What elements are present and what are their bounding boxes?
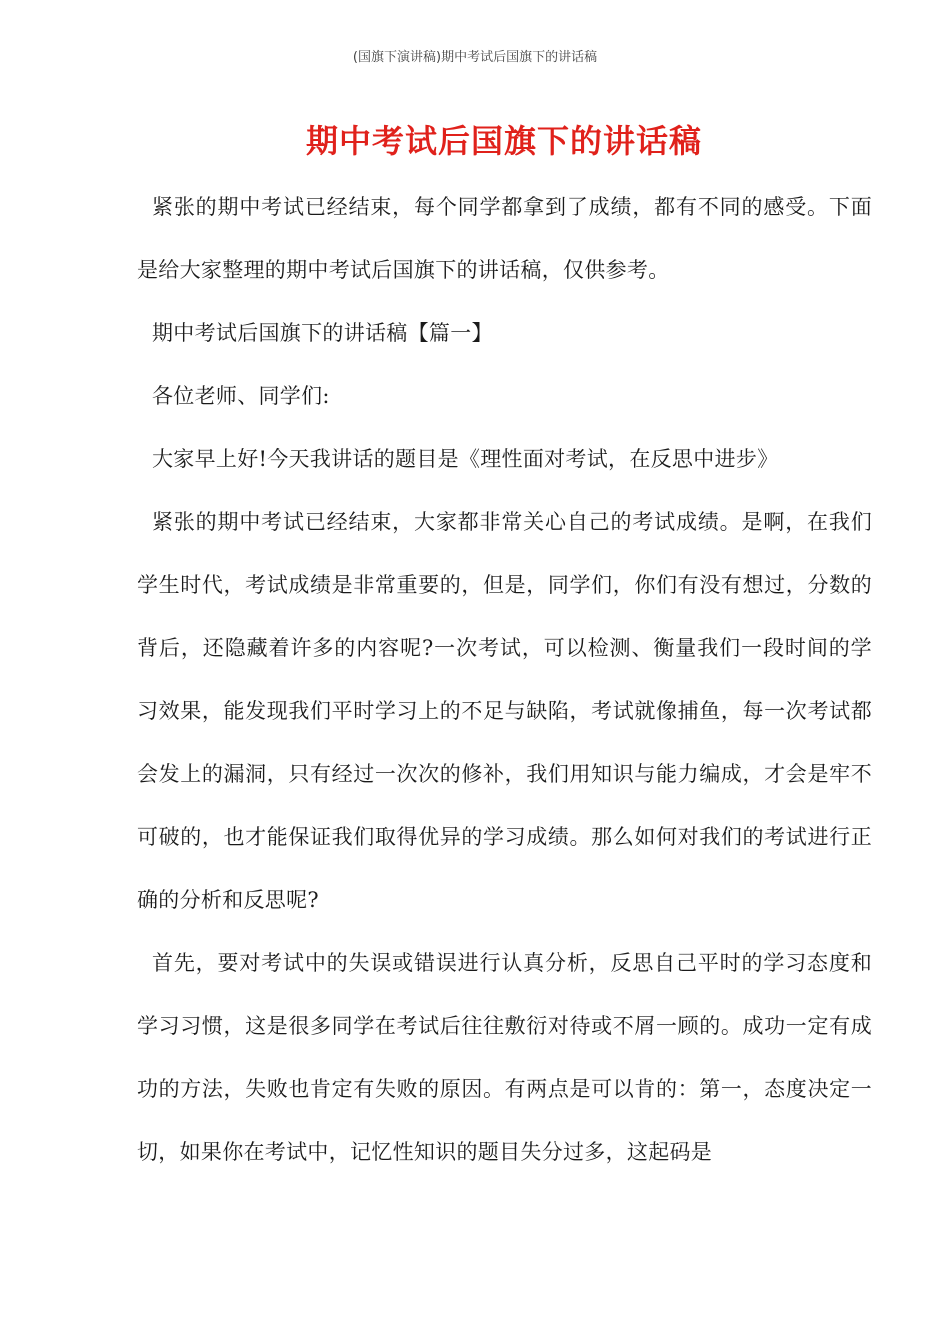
paragraph-section-heading: 期中考试后国旗下的讲话稿【篇一】 xyxy=(152,321,493,345)
paragraph-body-2: 首先，要对考试中的失误或错误进行认真分析，反思自己平时的学习态度和学习习惯，这是很多同学在考试后往往敷衍对待或不屑一顾的。成功一定有成功的方法，失败也肯定有失败的原因。有两点是可以肯的：第一，态度决定一切，如果你在考试中，记忆性知识的题目失分过多，这起码是 xyxy=(137,951,872,1164)
paragraph-salutation: 各位老师、同学们: xyxy=(152,384,330,408)
document-body xyxy=(137,176,872,1184)
document-title: 期中考试后国旗下的讲话稿 xyxy=(305,122,702,160)
paragraph-intro: 紧张的期中考试已经结束，每个同学都拿到了成绩，都有不同的感受。下面是给大家整理的期中考试后国旗下的讲话稿，仅供参考。 xyxy=(137,195,872,282)
page-header: (国旗下演讲稿)期中考试后国旗下的讲话稿 xyxy=(352,50,598,65)
paragraph-greeting: 大家早上好!今天我讲话的题目是《理性面对考试，在反思中进步》 xyxy=(152,447,779,471)
paragraph-body-1: 紧张的期中考试已经结束，大家都非常关心自己的考试成绩。是啊，在我们学生时代，考试成绩是非常重要的，但是，同学们，你们有没有想过，分数的背后，还隐藏着许多的内容呢?一次考试，可以检测、衡量我们一段时间的学习效果，能发现我们平时学习上的不足与缺陷，考试就像捕鱼，每一次考试都会发上的漏洞，只有经过一次次的修补，我们用知识与能力编成，才会是牢不可破的，也才能保证我们取得优异的学习成绩。那么如何对我们的考试进行正确的分析和反思呢? xyxy=(137,510,872,912)
